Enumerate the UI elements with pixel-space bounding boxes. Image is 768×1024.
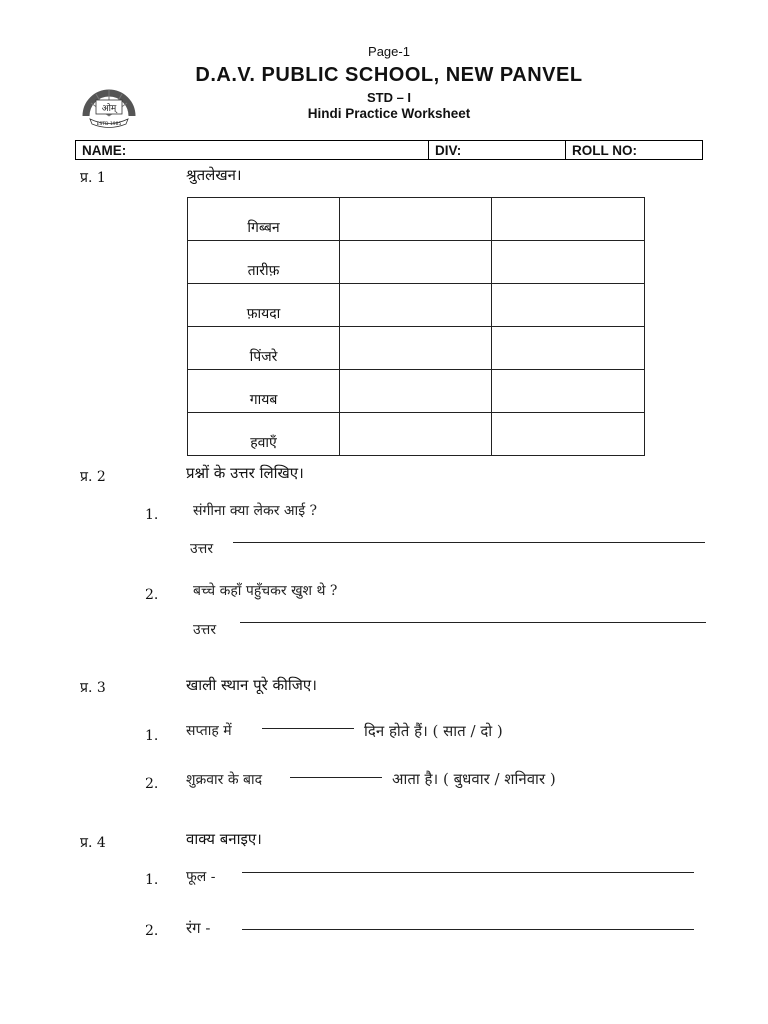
answer-line[interactable] xyxy=(233,542,705,543)
answer-cell[interactable] xyxy=(340,284,492,327)
table-row xyxy=(188,370,645,413)
div-field[interactable] xyxy=(429,141,566,159)
table-row xyxy=(188,198,645,241)
logo-estd-text: ESTD 1985 xyxy=(96,122,122,127)
school-emblem-icon xyxy=(80,76,138,130)
q4-title: वाक्य बनाइए। xyxy=(186,830,262,848)
q4-item-number: 2. xyxy=(145,923,159,939)
roll-no-label: ROLL NO: xyxy=(572,143,637,158)
logo-om-text: ओम् xyxy=(101,104,117,114)
q2-item-number: 1. xyxy=(145,507,159,523)
q3-text-before: सप्ताह में xyxy=(186,723,232,739)
fill-blank-line[interactable] xyxy=(262,728,354,729)
sentence-line[interactable] xyxy=(242,872,694,873)
q4-number: प्र. 4 xyxy=(80,835,106,851)
answer-cell[interactable] xyxy=(492,370,645,413)
q2-item-number: 2. xyxy=(145,587,159,603)
dictation-word: तारीफ़ xyxy=(188,241,340,284)
answer-line[interactable] xyxy=(240,622,706,623)
q3-item-number: 2. xyxy=(145,776,159,792)
fill-blank-line[interactable] xyxy=(290,777,382,778)
name-field[interactable] xyxy=(76,141,429,159)
dictation-table xyxy=(187,197,645,456)
q3-text-after: आता है। ( बुधवार / शनिवार ) xyxy=(392,770,556,788)
answer-cell[interactable] xyxy=(340,327,492,370)
answer-cell[interactable] xyxy=(492,327,645,370)
dictation-word: गायब xyxy=(188,370,340,413)
q2-title: प्रश्नों के उत्तर लिखिए। xyxy=(186,464,304,482)
answer-cell[interactable] xyxy=(492,198,645,241)
answer-cell[interactable] xyxy=(340,241,492,284)
q4-word: फूल - xyxy=(186,869,216,885)
dictation-word: पिंजरे xyxy=(188,327,340,370)
table-row xyxy=(188,413,645,456)
worksheet-title: Hindi Practice Worksheet xyxy=(307,106,471,121)
q4-word: रंग - xyxy=(186,919,211,937)
dictation-word: गिब्बन xyxy=(188,198,340,241)
table-row xyxy=(188,327,645,370)
q3-number: प्र. 3 xyxy=(80,680,106,696)
table-row xyxy=(188,241,645,284)
school-name: D.A.V. PUBLIC SCHOOL, NEW PANVEL xyxy=(195,64,583,86)
answer-cell[interactable] xyxy=(340,413,492,456)
q2-number: प्र. 2 xyxy=(80,469,106,485)
q2-question: संगीना क्या लेकर आई ? xyxy=(193,503,318,519)
answer-label: उत्तर xyxy=(190,541,214,557)
q2-question: बच्चे कहाँ पहुँचकर खुश थे ? xyxy=(193,583,338,599)
dictation-word: हवाएँ xyxy=(188,413,340,456)
q3-text-before: शुक्रवार के बाद xyxy=(186,772,263,788)
name-label: NAME: xyxy=(82,143,127,158)
q3-text-after: दिन होते हैं। ( सात / दो ) xyxy=(364,722,503,740)
answer-cell[interactable] xyxy=(492,284,645,327)
answer-label: उत्तर xyxy=(193,622,217,638)
page-label: Page-1 xyxy=(368,44,410,59)
q4-item-number: 1. xyxy=(145,872,159,888)
student-info-row xyxy=(75,140,703,160)
answer-cell[interactable] xyxy=(340,370,492,413)
answer-cell[interactable] xyxy=(492,241,645,284)
dictation-word: फ़ायदा xyxy=(188,284,340,327)
q3-title: खाली स्थान पूरे कीजिए। xyxy=(186,676,317,694)
table-row xyxy=(188,284,645,327)
std-label: STD – I xyxy=(366,90,412,105)
q1-number: प्र. 1 xyxy=(80,170,106,186)
roll-no-field[interactable] xyxy=(566,141,702,159)
answer-cell[interactable] xyxy=(340,198,492,241)
div-label: DIV: xyxy=(435,143,462,158)
answer-cell[interactable] xyxy=(492,413,645,456)
sentence-line[interactable] xyxy=(242,929,694,930)
q1-title: श्रुतलेखन। xyxy=(186,166,242,184)
q3-item-number: 1. xyxy=(145,728,159,744)
